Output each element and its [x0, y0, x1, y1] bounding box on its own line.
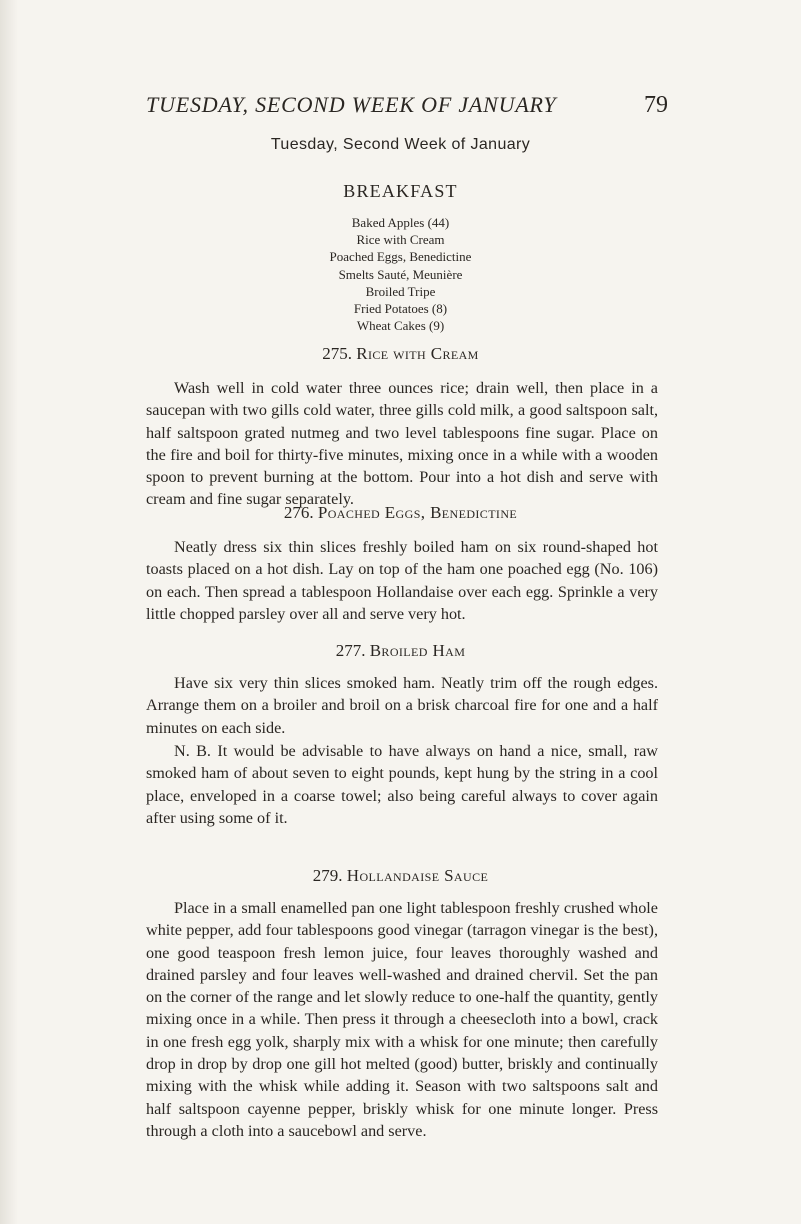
recipe-heading-275 — [0, 344, 801, 364]
menu-item: Fried Potatoes (8) — [353, 301, 448, 317]
recipe-paragraph: Neatly dress six thin slices freshly boiled ham on six round-shaped hot toasts placed on a hot dish. Lay on top of the ham one poached egg (No. 106) on each. Then spread a tablespoon Hollandaise over each egg. Sprinkle a very little chopped parsley over all and serve very hot. — [146, 538, 658, 623]
recipe-name: Poached Eggs, Benedictine — [317, 503, 518, 522]
page-number: 79 — [644, 92, 668, 118]
recipe-name: Hollandaise Sauce — [346, 866, 489, 885]
recipe-number: 276. — [283, 503, 314, 522]
page-title: Tuesday, Second Week of January — [270, 136, 531, 153]
recipe-heading-279 — [0, 866, 801, 886]
recipe-note: N. B. It would be advisable to have always on hand a nice, small, raw smoked ham of about seven to eight pounds, kept hung by the string in a cool place, enveloped in a coarse towel; also being careful always to cover again after using some of it. — [146, 742, 658, 827]
menu-item: Smelts Sauté, Meunière — [338, 266, 463, 282]
recipe-heading-277 — [0, 641, 801, 661]
page-header — [0, 92, 801, 126]
breakfast-menu — [0, 214, 801, 334]
recipe-number: 277. — [335, 641, 366, 660]
meal-heading: BREAKFAST — [343, 181, 458, 201]
recipe-paragraph: Wash well in cold water three ounces rice; drain well, then place in a saucepan with two gills cold water, three gills cold milk, a good saltspoon salt, half saltspoon grated nutmeg and two level tablespoons fine sugar. Place on the fire and boil for thirty-five minutes, mixing once in a while with a wooden spoon to prevent burning at the bottom. Pour into a hot dish and serve with cream and fine sugar separately. — [146, 379, 658, 509]
menu-item: Rice with Cream — [356, 232, 445, 248]
recipe-paragraph: Place in a small enamelled pan one light tablespoon freshly crushed whole white pepper, add four tablespoons good vinegar (tarragon vinegar is the best), one good teaspoon fresh lemon juice, four leaves thoroughly washed and drained parsley and four leaves well-washed and drained chervil. Set the pan on the corner of the range and let slowly reduce to one-half the quantity, gently mixing once in a while. Then press it through a cheesecloth into a bowl, crack in one fresh egg yolk, sharply mix with a whisk for one minute; then carefully drop in drop by drop one gill hot melted (good) butter, briskly and continually mixing with the whisk while adding it. Season with two saltspoons salt and half saltspoon cayenne pepper, briskly whisk for one minute longer. Press through a cloth into a saucebowl and serve. — [146, 899, 658, 1140]
running-head: TUESDAY, SECOND WEEK OF JANUARY — [146, 92, 557, 117]
recipe-paragraph: Have six very thin slices smoked ham. Neatly trim off the rough edges. Arrange them on a broiler and broil on a brisk charcoal fire for one and a half minutes on each side. — [146, 674, 658, 737]
recipe-heading-276 — [0, 503, 801, 523]
menu-item: Broiled Tripe — [365, 283, 436, 299]
menu-item: Poached Eggs, Benedictine — [329, 249, 472, 265]
recipe-name: Rice with Cream — [356, 344, 479, 363]
menu-item: Wheat Cakes (9) — [356, 318, 445, 334]
recipe-number: 279. — [312, 866, 343, 885]
recipe-number: 275. — [322, 344, 352, 363]
menu-item: Baked Apples (44) — [351, 215, 450, 230]
recipe-name: Broiled Ham — [369, 641, 466, 660]
